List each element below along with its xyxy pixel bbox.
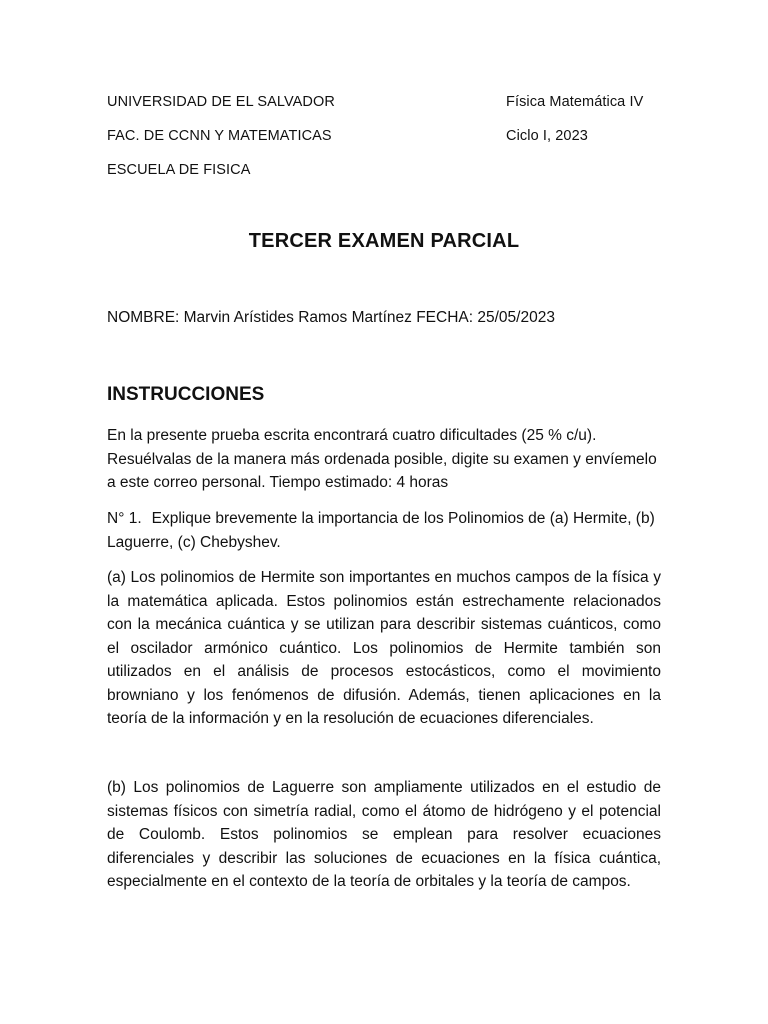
university-name: UNIVERSIDAD DE EL SALVADOR	[107, 94, 335, 110]
exam-title: TERCER EXAMEN PARCIAL	[248, 230, 520, 252]
course-name: Física Matemática IV	[506, 94, 644, 110]
question-number: N° 1.	[107, 510, 142, 527]
instructions-heading: INSTRUCCIONES	[107, 384, 265, 405]
school-name: ESCUELA DE FISICA	[107, 162, 251, 178]
faculty-name: FAC. DE CCNN Y MATEMATICAS	[107, 128, 332, 144]
answer-b-laguerre: (b) Los polinomios de Laguerre son ampliamente utilizados en el estudio de sistemas físicos con simetría radial, como el átomo de hidrógeno y el potencial de Coulomb. Estos polinomios se emplean para resolver ecuaciones diferenciales y describir las soluciones de ecuaciones en la física cuántica, especialmente en el contexto de la teoría de orbitales y la teoría de campos.	[107, 779, 661, 890]
question-1	[107, 507, 661, 554]
instructions-text: En la presente prueba escrita encontrará cuatro dificultades (25 % c/u). Resuélvalas de la manera más ordenada posible, digite su examen y envíemelo a este correo personal. Tiempo estimado: 4 horas	[107, 427, 657, 491]
answer-a-hermite: (a) Los polinomios de Hermite son importantes en muchos campos de la física y la matemática aplicada. Estos polinomios están estrechamente relacionados con la mecánica cuántica y se utilizan para describir sistemas cuánticos, como el oscilador armónico cuántico. Los polinomios de Hermite también son utilizados en el análisis de procesos estocásticos, como el movimiento browniano y los fenómenos de difusión. Además, tienen aplicaciones en la teoría de la información y en la resolución de ecuaciones diferenciales.	[107, 569, 661, 727]
cycle-year: Ciclo I, 2023	[506, 128, 588, 144]
question-text: Explique brevemente la importancia de los Polinomios de (a) Hermite, (b) Laguerre, (c) Chebyshev.	[107, 510, 655, 551]
student-name-date: NOMBRE: Marvin Arístides Ramos Martínez FECHA: 25/05/2023	[107, 309, 555, 326]
